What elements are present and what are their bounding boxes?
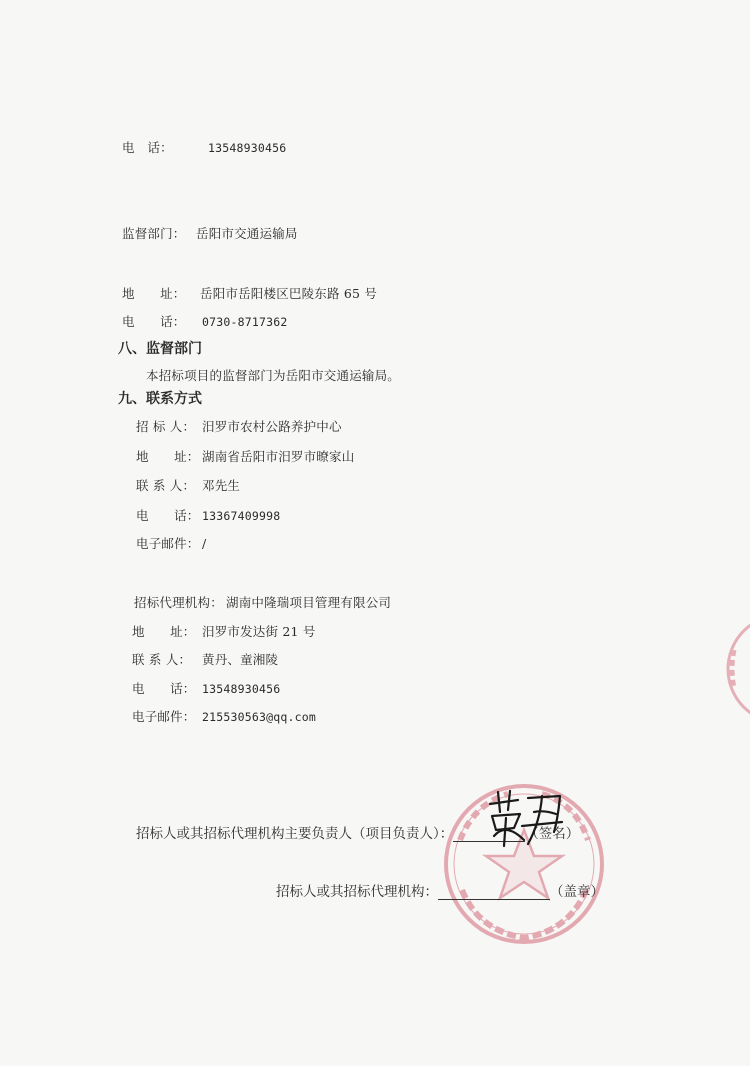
sign-note: （签名）	[525, 826, 580, 842]
tenderer-name-label: 招 标 人：	[136, 419, 196, 434]
agency-email-label: 电子邮件：	[132, 709, 196, 724]
agency-contact-line	[132, 650, 278, 668]
tenderer-phone-value: 13367409998	[202, 509, 281, 523]
supervision-phone-line	[122, 312, 287, 330]
tenderer-name-line	[136, 417, 342, 435]
supervision-dept-label: 监督部门：	[122, 226, 186, 241]
agency-phone-line	[132, 679, 280, 697]
seal-blank	[438, 883, 550, 900]
tenderer-contact-label: 联 系 人：	[136, 478, 196, 493]
top-phone-label: 电 话：	[122, 140, 173, 155]
tenderer-email-label: 电子邮件：	[136, 536, 200, 551]
supervision-phone-value: 0730-8717362	[202, 315, 288, 329]
supervision-phone-label: 电 话：	[122, 314, 186, 329]
agency-contact-value: 黄丹、童湘陵	[202, 652, 279, 667]
agency-phone-label: 电 话：	[132, 681, 196, 696]
supervision-dept-line	[122, 224, 298, 242]
seal-note: （盖章）	[550, 884, 604, 900]
tenderer-addr-label: 地 址：	[136, 449, 200, 464]
section-8-title: 八、监督部门	[118, 341, 202, 357]
agency-phone-value: 13548930456	[202, 682, 281, 696]
top-phone-line	[122, 138, 286, 156]
tenderer-addr-line	[136, 447, 354, 465]
section-9-title: 九、联系方式	[118, 391, 202, 407]
supervision-addr-line	[122, 284, 377, 302]
handwritten-signature	[484, 788, 568, 854]
signature-icon	[484, 788, 568, 850]
organization-seal-line	[276, 880, 604, 900]
agency-name-value: 湖南中隆瑞项目管理有限公司	[226, 595, 392, 610]
tenderer-phone-label: 电 话：	[136, 508, 200, 523]
supervision-addr-label: 地 址：	[122, 286, 186, 301]
section-8-text: 本招标项目的监督部门为岳阳市交通运输局。	[146, 368, 401, 383]
supervision-dept-value: 岳阳市交通运输局	[196, 226, 298, 241]
top-phone-value: 13548930456	[208, 141, 287, 155]
agency-name-line	[134, 593, 391, 611]
tenderer-email-line	[136, 534, 206, 552]
agency-contact-label: 联 系 人：	[132, 652, 192, 667]
tenderer-name-value: 汨罗市农村公路养护中心	[202, 419, 342, 434]
agency-addr-line	[132, 622, 316, 640]
tenderer-addr-value: 湖南省岳阳市汨罗市暸家山	[202, 449, 355, 464]
agency-addr-value: 汨罗市发达街 21 号	[202, 624, 316, 639]
agency-email-line	[132, 707, 316, 725]
agency-email-value: 215530563@qq.com	[202, 710, 316, 724]
tenderer-phone-line	[136, 506, 280, 524]
tenderer-contact-line	[136, 476, 240, 494]
agency-addr-label: 地 址：	[132, 624, 196, 639]
tenderer-contact-value: 邓先生	[202, 478, 241, 493]
tenderer-email-value: /	[202, 536, 207, 551]
org-label: 招标人或其招标代理机构：	[276, 884, 438, 900]
supervision-addr-value: 岳阳市岳阳楼区巴陵东路 65 号	[200, 286, 378, 301]
agency-name-label: 招标代理机构：	[134, 595, 223, 610]
responsible-label: 招标人或其招标代理机构主要负责人（项目负责人）：	[136, 826, 454, 842]
partial-seal-stamp	[720, 610, 750, 732]
partial-seal-icon	[720, 610, 750, 728]
